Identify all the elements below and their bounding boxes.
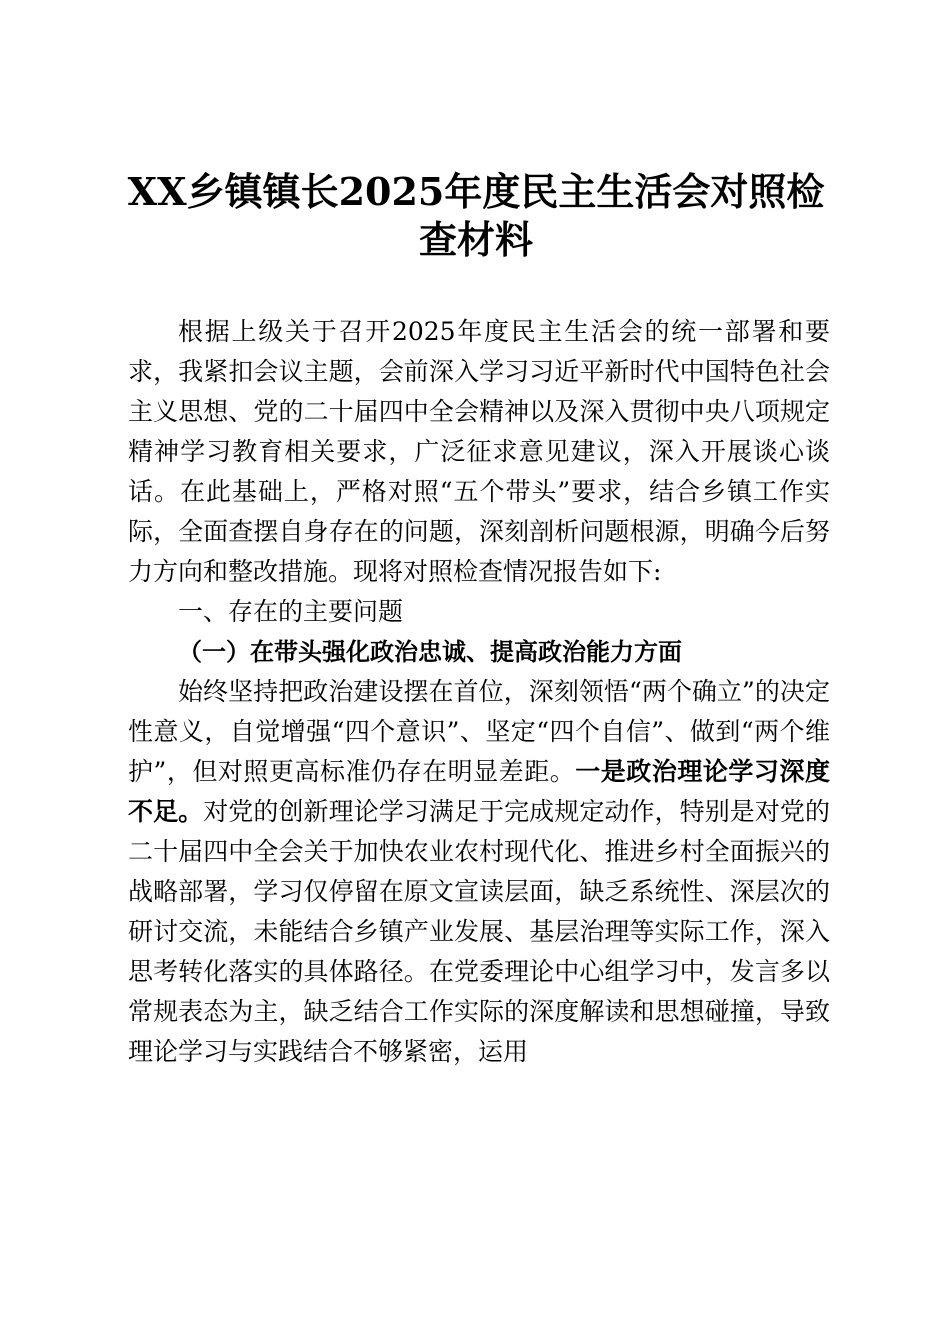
- subsection-heading-political-loyalty: （一）在带头强化政治忠诚、提高政治能力方面: [178, 637, 682, 666]
- section-heading-main-problems: 一、存在的主要问题: [178, 597, 404, 626]
- document-body: [128, 312, 830, 1072]
- paragraph-text-part2: 对党的创新理论学习满足于完成规定动作，特别是对党的二十届四中全会关于加快农业农村现代化、推进乡村全面振兴的战略部署，学习仅停留在原文宣读层面，缺乏系统性、深层次的研讨交流，未能结合乡镇产业发展、基层治理等实际工作，深入思考转化落实的具体路径。在党委理论中心组学习中，发言多以常规表态为主，缺乏结合工作实际的深度解读和思想碰撞，导致理论学习与实践结合不够紧密，运用: [128, 797, 830, 1066]
- paragraph-text-part1: 始终坚持把政治建设摆在首位，深刻领悟“两个确立”的决定性意义，自觉增强“四个意识”、坚定“四个自信”、做到“两个维护”，但对照更高标准仍存在明显差距。: [128, 677, 830, 786]
- political-loyalty-paragraph: [128, 672, 830, 1072]
- paragraph-bold-point-one: 一是政治理论学习深度不足。: [128, 757, 830, 826]
- document-title: XX乡镇镇长2025年度民主生活会对照检查材料: [127, 169, 825, 262]
- intro-paragraph: 根据上级关于召开2025年度民主生活会的统一部署和要求，我紧扣会议主题，会前深入学习习近平新时代中国特色社会主义思想、党的二十届四中全会精神以及深入贯彻中央八项规定精神学习教育相关要求，广泛征求意见建议，深入开展谈心谈话。在此基础上，严格对照“五个带头”要求，结合乡镇工作实际，全面查摆自身存在的问题，深刻剖析问题根源，明确今后努力方向和整改措施。现将对照检查情况报告如下:: [128, 317, 830, 586]
